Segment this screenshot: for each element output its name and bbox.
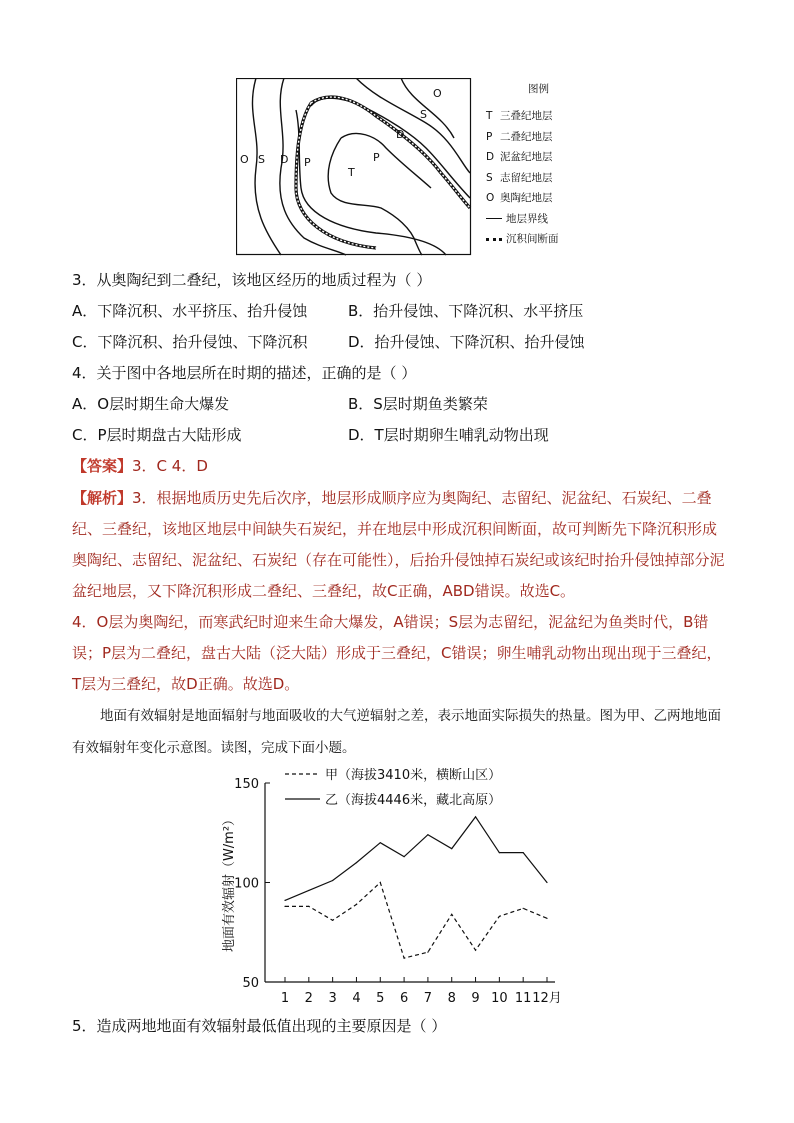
data-point — [546, 918, 547, 919]
legend-label: 甲（海拔3410米，横断山区） — [325, 768, 502, 783]
solid-line-icon — [486, 218, 502, 219]
geologic-map-figure — [236, 78, 566, 256]
data-point — [403, 958, 404, 959]
x-tick-label: 8 — [447, 991, 456, 1006]
legend-title: 图例 — [528, 83, 549, 95]
dotted-line-icon — [486, 238, 502, 241]
legend-item-break-line: 沉积间断面 — [486, 229, 566, 250]
x-tick-label: 10 — [491, 991, 508, 1006]
data-point — [308, 906, 309, 907]
y-axis-label: 地面有效辐射（W/m²） — [222, 812, 237, 953]
q4-option-c[interactable]: C．P层时期盘古大陆形成 — [72, 426, 242, 444]
q3-stem: 3．从奥陶纪到二叠纪，该地区经历的地质过程为（ ） — [72, 271, 432, 289]
data-point — [380, 882, 381, 883]
map-label-t: T — [348, 166, 355, 179]
data-point — [523, 908, 524, 909]
x-tick-label: 3 — [328, 991, 337, 1006]
intro-paragraph — [72, 700, 722, 764]
x-tick-label: 7 — [423, 991, 433, 1006]
radiation-chart — [210, 765, 600, 1010]
analysis-paragraph-3 — [72, 483, 728, 607]
q4-option-b[interactable]: B．S层时期鱼类繁荣 — [348, 395, 488, 413]
x-tick-label: 11 — [514, 991, 532, 1006]
y-tick-label: 100 — [234, 876, 259, 892]
data-point — [332, 880, 333, 881]
legend-item-boundary-line: 地层界线 — [486, 209, 566, 230]
data-point — [427, 952, 428, 953]
data-point — [499, 916, 500, 917]
y-tick-label: 50 — [242, 976, 259, 991]
q3-option-c[interactable]: C．下降沉积、抬升侵蚀、下降沉积 — [72, 333, 308, 351]
data-point — [284, 900, 285, 901]
map-label-s-left: S — [258, 153, 265, 166]
map-label-p-left: P — [304, 156, 311, 169]
legend-item-d: D 泥盆纪地层 — [486, 151, 553, 163]
legend-label: 乙（海拔4446米，藏北高原） — [325, 793, 502, 808]
radiation-chart-svg — [210, 765, 600, 1010]
q5-stem: 5．造成两地地面有效辐射最低值出现的主要原因是（ ） — [72, 1017, 447, 1035]
data-point — [356, 904, 357, 905]
legend-item-t: T 三叠纪地层 — [486, 110, 553, 122]
analysis-4-text: 4．O层为奥陶纪，而寒武纪时迎来生命大爆发，A错误；S层为志留纪，泥盆纪为鱼类时代，B错误；P层为二叠纪，盘古大陆（泛大陆）形成于三叠纪，C错误；卵生哺乳动物出现出现于三叠纪，T层为三叠纪，故D正确。故选D。 — [72, 613, 722, 693]
x-tick-label: 2 — [304, 991, 313, 1006]
map-label-d-right: D — [396, 128, 405, 141]
data-point — [332, 920, 333, 921]
q4-option-a[interactable]: A．O层时期生命大爆发 — [72, 395, 230, 413]
intro-text: 地面有效辐射是地面辐射与地面吸收的大气逆辐射之差，表示地面实际损失的热量。图为甲、乙两地地面有效辐射年变化示意图。读图，完成下面小题。 — [72, 708, 721, 756]
data-point — [499, 852, 500, 853]
data-point — [451, 848, 452, 849]
answer-text: 3．C 4．D — [132, 457, 208, 475]
data-point — [475, 816, 476, 817]
data-point — [380, 842, 381, 843]
series-line-jia — [285, 883, 547, 959]
data-point — [475, 950, 476, 951]
analysis-paragraph-4 — [72, 607, 728, 700]
data-point — [356, 862, 357, 863]
map-label-s-right: S — [420, 108, 427, 121]
legend-item-p: P 二叠纪地层 — [486, 130, 553, 143]
answer-line — [72, 456, 208, 476]
legend-item-o: O 奥陶纪地层 — [486, 192, 553, 204]
map-label-d-left: D — [280, 153, 289, 166]
x-tick-label: 6 — [399, 991, 409, 1006]
map-label-p-right: P — [373, 151, 380, 164]
map-label-o-right: O — [433, 87, 442, 100]
analysis-3-text: 3．根据地质历史先后次序，地层形成顺序应为奥陶纪、志留纪、泥盆纪、石炭纪、二叠纪、三叠纪，该地区地层中间缺失石炭纪，并在地层中形成沉积间断面，故可判断先下降沉积形成奥陶纪、志留纪、泥盆纪、石炭纪（存在可能性），后抬升侵蚀掉石炭纪或该纪时抬升侵蚀掉部分泥盆纪地层，又下降沉积形成二叠纪、三叠纪，故C正确，ABD错误。故选C。 — [72, 489, 725, 600]
legend-item-s: S 志留纪地层 — [486, 171, 553, 184]
data-point — [403, 856, 404, 857]
data-point — [308, 890, 309, 891]
q3-option-a[interactable]: A．下降沉积、水平挤压、抬升侵蚀 — [72, 302, 308, 320]
data-point — [523, 852, 524, 853]
q4-stem: 4．关于图中各地层所在时期的描述，正确的是（ ） — [72, 364, 417, 382]
y-tick-label: 150 — [234, 777, 259, 792]
answer-tag: 【答案】 — [72, 457, 133, 475]
x-tick-label: 12月 — [532, 991, 562, 1006]
x-tick-label: 4 — [352, 991, 361, 1006]
data-point — [546, 882, 547, 883]
data-point — [284, 906, 285, 907]
analysis-tag: 【解析】 — [72, 489, 133, 507]
data-point — [427, 834, 428, 835]
x-tick-label: 5 — [376, 991, 385, 1006]
x-tick-label: 1 — [280, 991, 290, 1006]
q3-option-b[interactable]: B．抬升侵蚀、下降沉积、水平挤压 — [348, 302, 584, 320]
series-line-yi — [285, 817, 547, 901]
q4-option-d[interactable]: D．T层时期卵生哺乳动物出现 — [348, 426, 549, 444]
q3-option-d[interactable]: D．抬升侵蚀、下降沉积、抬升侵蚀 — [348, 333, 585, 351]
map-label-o-left: O — [240, 153, 249, 166]
x-tick-label: 9 — [471, 991, 480, 1006]
data-point — [451, 914, 452, 915]
map-legend — [486, 78, 566, 250]
